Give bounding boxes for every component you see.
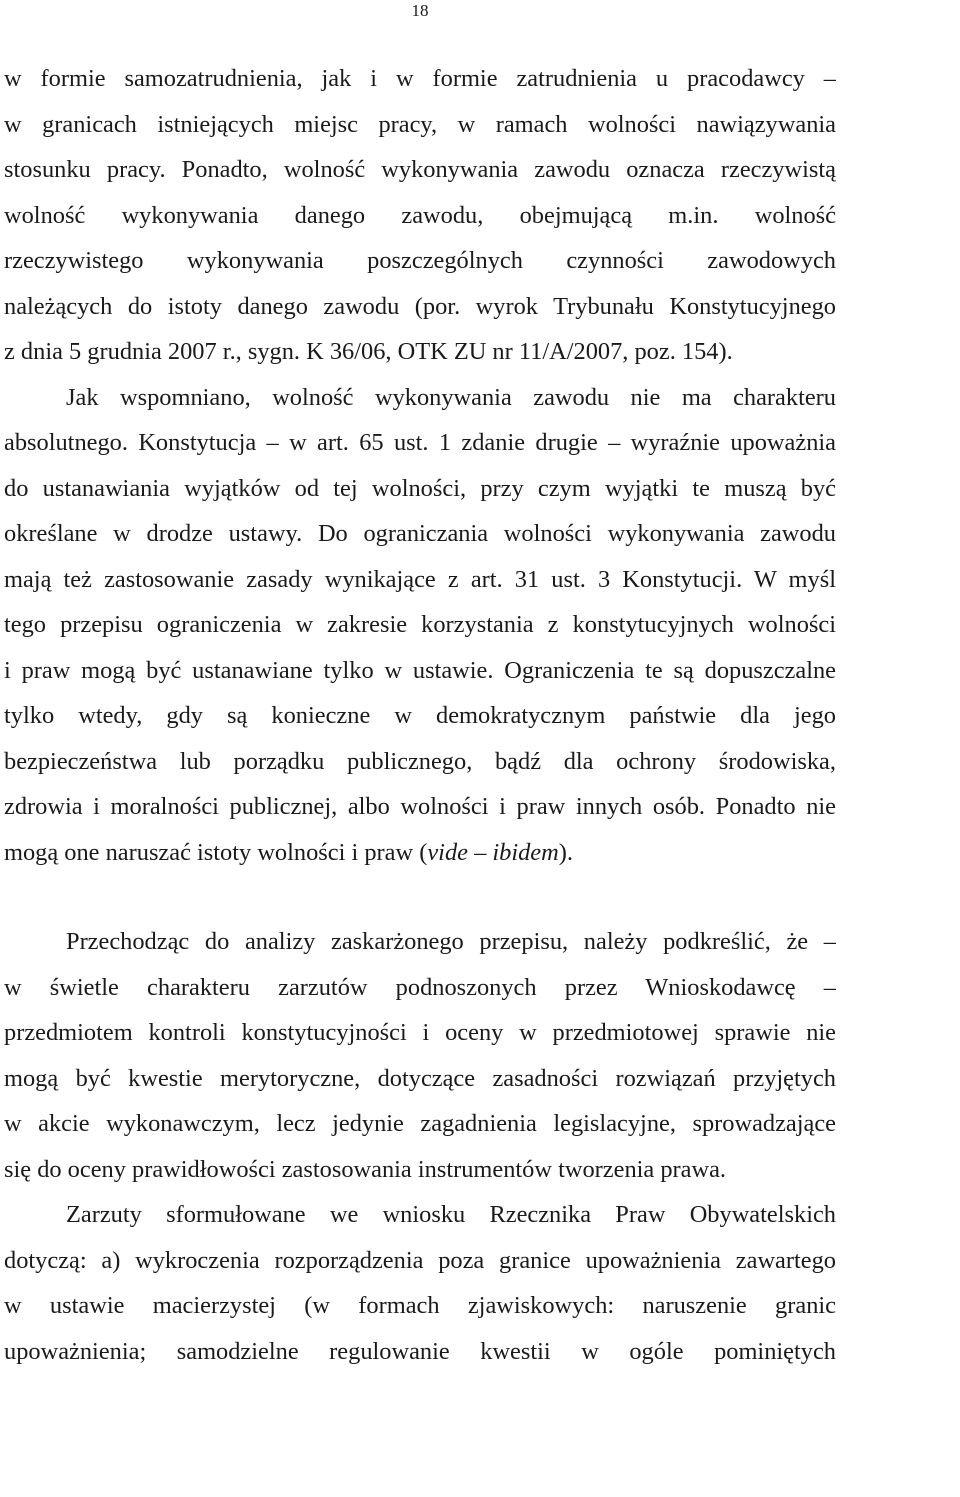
text-line: tylko wtedy, gdy są konieczne w demokratycznym państwie dla jego [4,702,836,729]
text-line: się do oceny prawidłowości zastosowania instrumentów tworzenia prawa. [4,1155,727,1183]
text-run: ). [558,838,573,866]
text-line: do ustanawiania wyjątków od tej wolności, przy czym wyjątki te muszą być [4,474,836,502]
text-line: należących do istoty danego zawodu (por. wyrok Trybunału Konstytucyjnego [4,292,836,320]
document-body [4,56,836,1374]
text-line: w formie samozatrudnienia, jak i w formie zatrudnienia u pracodawcy – [4,65,836,92]
text-line [4,830,836,876]
text-line: absolutnego. Konstytucja – w art. 65 ust. 1 zdanie drugie – wyraźnie upoważnia [4,429,836,456]
text-line: upoważnienia; samodzielne regulowanie kwestii w ogóle pominiętych [4,1337,836,1365]
text-line: stosunku pracy. Ponadto, wolność wykonywania zawodu oznacza rzeczywistą [4,156,836,183]
text-line: w akcie wykonawczym, lecz jedynie zagadnienia legislacyjne, sprowadzające [4,1110,836,1137]
paragraph [4,56,836,375]
text-line: dotyczą: a) wykroczenia rozporządzenia poza granice upoważnienia zawartego [4,1246,836,1274]
text-line: w granicach istniejących miejsc pracy, w ramach wolności nawiązywania [4,110,836,138]
paragraph-gap [4,875,836,919]
paragraph [4,919,836,1192]
text-line: zdrowia i moralności publicznej, albo wolności i praw innych osób. Ponadto nie [4,793,836,820]
paragraph [4,375,836,876]
text-line: bezpieczeństwa lub porządku publicznego, bądź dla ochrony środowiska, [4,747,836,775]
text-line: tego przepisu ograniczenia w zakresie korzystania z konstytucyjnych wolności [4,611,836,638]
page-number: 18 [411,1,429,20]
text-line: Zarzuty sformułowane we wniosku Rzecznika Praw Obywatelskich [66,1201,836,1228]
text-line: rzeczywistego wykonywania poszczególnych czynności zawodowych [4,247,836,274]
italic-citation: vide – ibidem [427,838,559,866]
text-line: w ustawie macierzystej (w formach zjawiskowych: naruszenie granic [4,1292,836,1319]
paragraph [4,1192,836,1374]
text-line: przedmiotem kontroli konstytucyjności i oceny w przedmiotowej sprawie nie [4,1019,836,1046]
text-line: mają też zastosowanie zasady wynikające z art. 31 ust. 3 Konstytucji. W myśl [4,565,836,593]
text-line: Jak wspomniano, wolność wykonywania zawodu nie ma charakteru [66,383,836,411]
text-line: i praw mogą być ustanawiane tylko w ustawie. Ograniczenia te są dopuszczalne [4,656,836,684]
text-line: z dnia 5 grudnia 2007 r., sygn. K 36/06, OTK ZU nr 11/A/2007, poz. 154). [4,338,733,365]
text-run: mogą one naruszać istoty wolności i praw ( [4,838,428,866]
text-line: wolność wykonywania danego zawodu, obejmującą m.in. wolność [4,201,836,229]
text-line: mogą być kwestie merytoryczne, dotyczące zasadności rozwiązań przyjętych [4,1064,836,1092]
text-line: określane w drodze ustawy. Do ograniczania wolności wykonywania zawodu [4,520,836,547]
text-line: w świetle charakteru zarzutów podnoszonych przez Wnioskodawcę – [4,973,836,1001]
text-line: Przechodząc do analizy zaskarżonego przepisu, należy podkreślić, że – [66,928,836,955]
